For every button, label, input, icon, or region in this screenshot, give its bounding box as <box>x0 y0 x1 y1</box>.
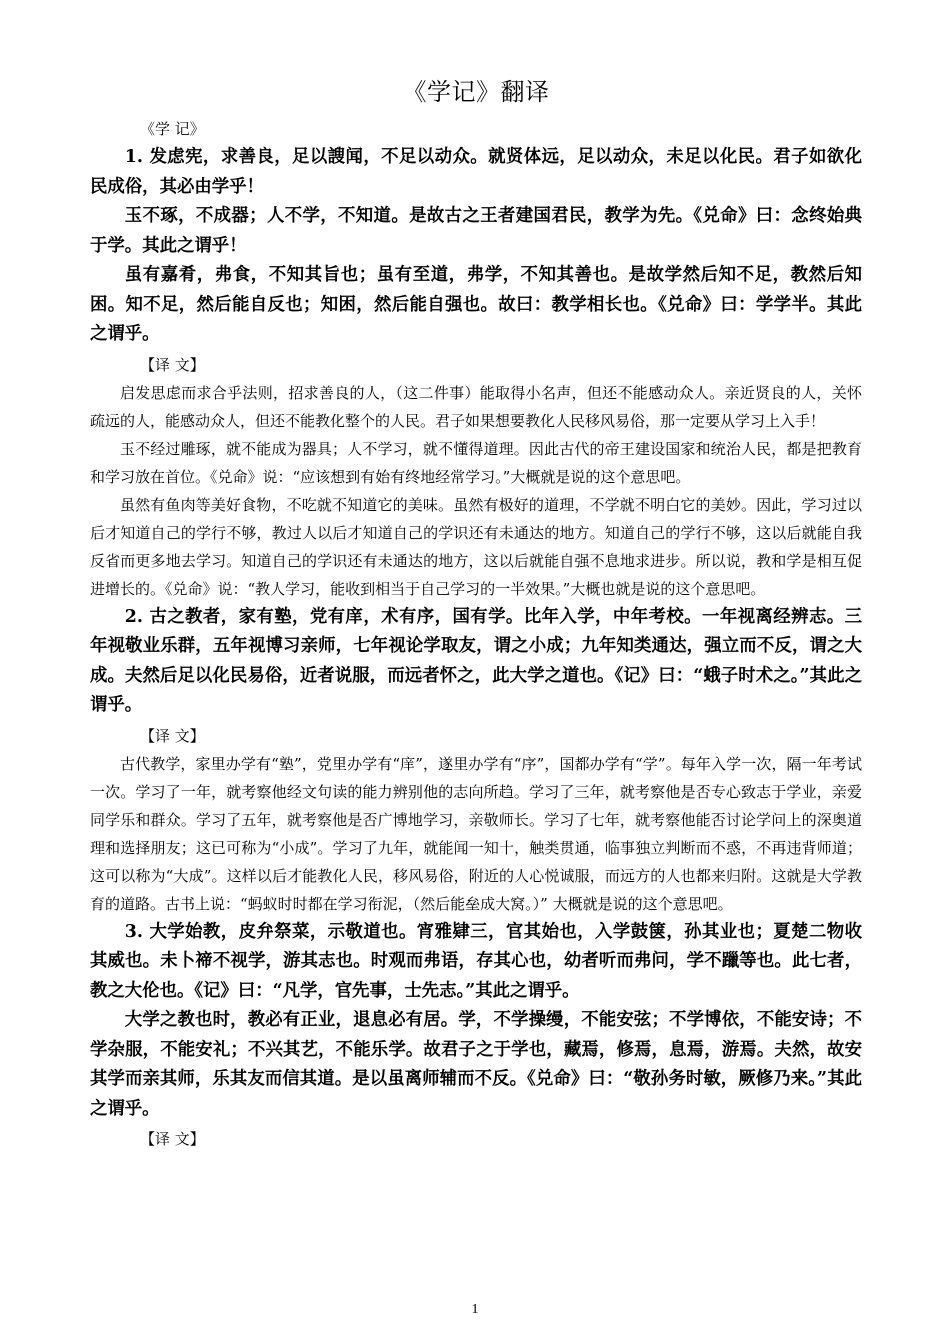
translation-paragraph: 虽然有鱼肉等美好食物，不吃就不知道它的美味。虽然有极好的道理，不学就不明白它的美妙。因此，学习过以后才知道自己的学行不够，教过人以后才知道自己的学识还有未通达的地方。知道自己的学行不够，这以后就能自我反省而更多地去学习。知道自己的学识还有未通达的地方，这以后就能自强不息地求进步。所以说，教和学是相互促进增长的。《兑命》说：“教人学习，能收到相当于自己学习的一半效果。”大概也就是说的这个意思吧。 <box>90 495 862 598</box>
translation-paragraph: 玉不经过雕琢，就不能成为器具；人不学习，就不懂得道理。因此古代的帝王建设国家和统治人民，都是把教育和学习放在首位。《兑命》说：“应该想到有始有终地经常学习。”大概就是说的这个意思吧。 <box>90 439 862 486</box>
original-text-paragraph: 3. 大学始教，皮弁祭菜，示敬道也。宵雅肄三，官其始也，入学鼓箧，孙其业也；夏楚二物收其威也。未卜禘不视学，游其志也。时观而弗语，存其心也，幼者听而弗问，学不躐等也。此七者，教之大伦也。《记》曰：“凡学，官先事，士先志。”其此之谓乎。 <box>90 921 862 1001</box>
book-label: 《学 记》 <box>140 120 205 138</box>
translation-paragraph: 启发思虑而求合乎法则，招求善良的人，（这二件事）能取得小名声，但还不能感动众人。亲近贤良的人，关怀疏远的人，能感动众人，但还不能教化整个的人民。君子如果想要教化人民移风易俗，那一定要从学习上入手！ <box>90 383 862 430</box>
translation-label: 【译 文】 <box>140 355 205 374</box>
original-text-paragraph: 玉不琢，不成器；人不学，不知道。是故古之王者建国君民，教学为先。《兑命》曰：念终始典于学。其此之谓乎！ <box>90 206 862 256</box>
original-text-paragraph: 虽有嘉肴，弗食，不知其旨也；虽有至道，弗学，不知其善也。是故学然后知不足，教然后知困。知不足，然后能自反也；知困，然后能自强也。故曰：教学相长也。《兑命》曰：学学半。其此之谓乎。 <box>90 265 862 344</box>
translation-label: 【译 文】 <box>140 726 205 745</box>
translation-label: 【译 文】 <box>140 1130 205 1148</box>
original-text-paragraph: 1. 发虑宪，求善良，足以謏闻，不足以动众。就贤体远，足以动众，未足以化民。君子如欲化民成俗，其必由学乎！ <box>90 147 862 197</box>
translation-paragraph: 古代教学，家里办学有“塾”，党里办学有“庠”，遂里办学有“序”，国都办学有“学”。每年入学一次，隔一年考试一次。学习了一年，就考察他经文句读的能力辨别他的志向所趋。学习了三年，就考察他是否专心致志于学业，亲爱同学乐和群众。学习了五年，就考察他是否广博地学习，亲敬师长。学习了七年，就考察他能否讨论学问上的深奥道理和选择朋友；这已可称为“小成”。学习了九年，就能闻一知十，触类贯通，临事独立判断而不惑，不再违背师道；这可以称为“大成”。这样以后才能教化人民，移风易俗，附近的人心悦诚服，而远方的人也都来归附。这就是大学教育的道路。古书上说：“蚂蚁时时都在学习衔泥，（然后能垒成大窝。）” 大概就是说的这个意思吧。 <box>90 754 862 913</box>
document-body <box>90 74 862 1153</box>
page-number: 1 <box>471 1302 479 1317</box>
document-title: 《学记》翻译 <box>402 78 550 106</box>
original-text-paragraph: 2. 古之教者，家有塾，党有庠，术有序，国有学。比年入学，中年考校。一年视离经辨志。三年视敬业乐群，五年视博习亲师，七年视论学取友，谓之小成；九年知类通达，强立而不反，谓之大成。夫然后足以化民易俗，近者说服，而远者怀之，此大学之道也。《记》曰：“蛾子时术之。”其此之谓乎。 <box>90 606 862 715</box>
original-text-paragraph: 大学之教也时，教必有正业，退息必有居。学，不学操缦，不能安弦；不学博依，不能安诗；不学杂服，不能安礼；不兴其艺，不能乐学。故君子之于学也，藏焉，修焉，息焉，游焉。夫然，故安其学而亲其师，乐其友而信其道。是以虽离师辅而不反。《兑命》曰：“敬孙务时敏，厥修乃来。”其此之谓乎。 <box>90 1010 862 1119</box>
